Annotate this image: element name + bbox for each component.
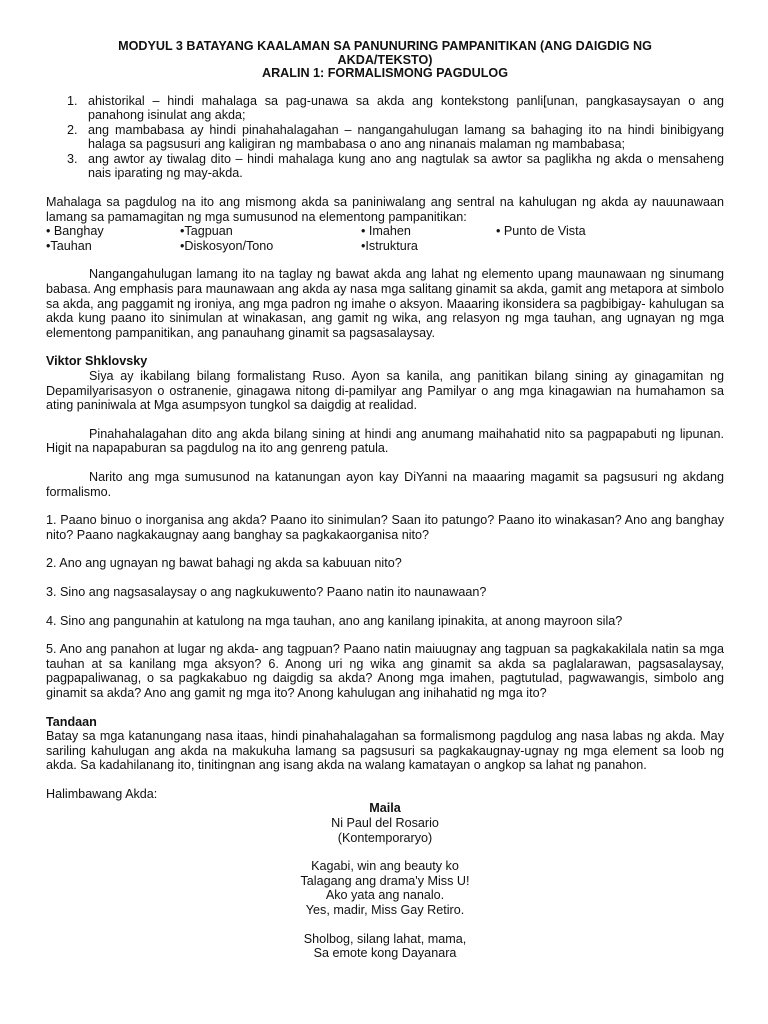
criteria-list (46, 94, 724, 182)
element-item: •Tauhan (46, 238, 92, 253)
question-item: 2. Ano ang ugnayan ng bawat bahagi ng akda sa kabuuan nito? (46, 556, 402, 571)
element-item: • Punto de Vista (496, 224, 586, 239)
viktor-paragraph-2: Pinahahalagahan dito ang akda bilang sining at hindi ang anumang maihahatid nito sa pagpapabuti ng lipunan. Higit na napapaburan sa pagdulog na ito ang genreng patula. (46, 426, 724, 456)
element-item (496, 239, 724, 254)
question-item: 3. Sino ang nagsasalaysay o ang nagkukuwento? Paano natin ito naunawaan? (46, 584, 487, 599)
poem-line: Yes, madir, Miss Gay Retiro. (305, 903, 465, 918)
lesson-title: ARALIN 1: FORMALISMONG PAGDULOG (261, 66, 509, 80)
element-item: •Tagpuan (180, 224, 233, 239)
list-item (46, 152, 724, 181)
poem-line: Sholbog, silang lahat, mama, (303, 931, 467, 946)
list-text: ang awtor ay tiwalag dito – hindi mahalaga kung ano ang nagtulak sa awtor sa paglikha ng akda o mensaheng nais iparating ng may-akda. (88, 151, 724, 181)
viktor-paragraph-3: Narito ang mga sumusunod na katanungan ayon kay DiYanni na maaaring magamit sa pagsusuri ng akdang formalismo. (46, 469, 724, 499)
list-text: ang mambabasa ay hindi pinahahalagahan – nangangahulugan lamang sa bahaging ito na hindi binibigyang halaga sa pagsusuri ang kaligiran ng mambabasa o ano ang ninanais malaman ng mambabasa; (88, 122, 724, 152)
section-heading-viktor: Viktor Shklovsky (46, 354, 148, 369)
element-item: •Diskosyon/Tono (180, 238, 274, 253)
poem-title: Maila (369, 801, 401, 816)
document-page (46, 40, 724, 961)
viktor-paragraph-1: Siya ay ikabilang bilang formalistang Ruso. Ayon sa kanila, ang panitikan bilang sining ay ginagamitan ng Depamilyarisasyon o ostranenie, ginagawa nitong di-pamilyar ang Pamilyar o ang mga kinagawian na humahamon sa ating paniniwala at Mga asumpsyon tungkol sa daigdig at realidad. (46, 369, 724, 413)
list-item (46, 123, 724, 152)
poem (46, 801, 724, 960)
module-title (46, 40, 724, 81)
section-heading-tandaan: Tandaan (46, 714, 97, 729)
example-label: Halimbawang Akda: (46, 786, 158, 801)
question-item: 5. Ano ang panahon at lugar ng akda- ang tagpuan? Paano natin maiuugnay ang tagpuan sa pagkakakilala natin sa mga tauhan at sa kanilang mga aksyon? 6. Anong uri ng wika ang ginamit sa akda sa paglalarawan, pagsasalaysay, pagpapaliwanag, o sa pagkakabuo ng daigdig sa akda? Anong mga imahen, pagtutulad, pagwawangis, simbolo ang ginamit sa akda? Ano ang gamit ng mga ito? Anong kahulugan ang inihahatid ng mga ito? (46, 642, 724, 700)
question-item: 1. Paano binuo o inorganisa ang akda? Paano ito sinimulan? Saan ito patungo? Paano ito winakasan? Ano ang banghay nito? Paano nagkakaugnay aang banghay sa pagkakaorganisa nito? (46, 513, 724, 542)
element-item: • Banghay (46, 224, 104, 239)
tandaan-paragraph: Batay sa mga katanungang nasa itaas, hindi pinahahalagahan sa formalismong pagdulog ang nasa labas ng akda. May sariling kahulugan ang akda na makukuha lamang sa pagsusuri sa pagkakaugnay-ugnay ng mga element sa loob ng akda. Sa kadahilanang ito, tinitingnan ang isang akda na walang kamatayan o angkop sa lahat ng panahon. (46, 729, 724, 773)
poem-line: Sa emote kong Dayanara (313, 946, 457, 961)
list-text: ahistorikal – hindi mahalaga sa pag-unawa sa akda ang kontekstong panli[unan, pangkasaysayan o ang panahong isinulat ang akda; (88, 93, 724, 123)
intro-paragraph: Mahalaga sa pagdulog na ito ang mismong akda sa paniniwalang ang sentral na kahulugan ng akda ay nauunawaan lamang sa pamamagitan ng mga sumusunod na elementong pampanitikan: (46, 195, 724, 224)
poem-line: Talagang ang drama'y Miss U! (300, 873, 470, 888)
list-number: 3. (67, 151, 78, 166)
element-item: • Imahen (361, 224, 411, 239)
list-number: 1. (67, 93, 78, 108)
title-line-2: AKDA/TEKSTO) (337, 52, 433, 67)
poem-author: Ni Paul del Rosario (331, 816, 439, 831)
elements-explanation: Nangangahulugan lamang ito na taglay ng bawat akda ang lahat ng elemento upang maunawaan ng sinumang babasa. Ang emphasis para maunawaan ang akda ay nasa mga salitang ginamit sa akda, gamit ang metapora at simbolo sa akda, ang paggamit ng ironiya, ang mga padron ng imahe o aksyon. Maaaring ikonsidera sa pagbibigay- kahulugan sa akda kung paano ito sinimulan at winakasan, ang gamit ng wika, ang relasyon ng mga tauhan, ang ugnayan ng mga elementong pampanitikan, ang panauhang ginamit sa pagsasalaysay. (46, 267, 724, 340)
poem-line: Ako yata ang nanalo. (325, 888, 445, 903)
title-line-1: MODYUL 3 BATAYANG KAALAMAN SA PANUNURING PAMPANITIKAN (ANG DAIGDIG NG (118, 39, 652, 53)
question-item: 4. Sino ang pangunahin at katulong na mga tauhan, ano ang kanilang ipinakita, at anong mayroon sila? (46, 613, 623, 628)
list-item (46, 94, 724, 123)
list-number: 2. (67, 122, 78, 137)
poem-genre: (Kontemporaryo) (337, 830, 433, 845)
poem-line: Kagabi, win ang beauty ko (311, 859, 459, 874)
elements-list (46, 224, 724, 253)
element-item: •Istruktura (361, 238, 418, 253)
